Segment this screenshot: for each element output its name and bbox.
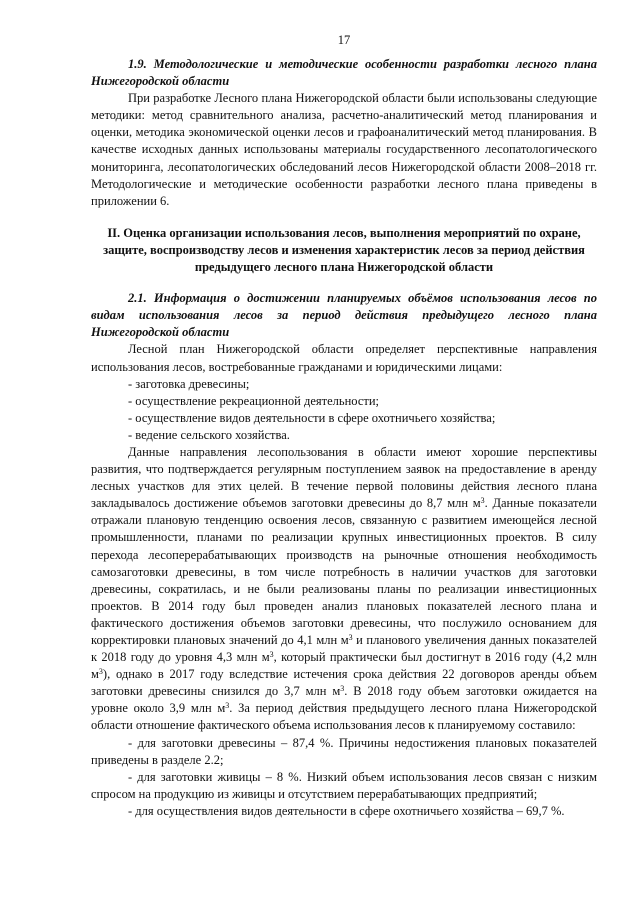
paragraph-text: и планового увеличения данных показателей к 2018 году до уровня 4,3 млн м (91, 633, 597, 665)
list-item: - осуществление видов деятельности в сфере охотничьего хозяйства; (128, 410, 496, 425)
paragraph-text: , который практически был достигнут в 2016 году (4,2 млн м (91, 650, 597, 682)
superscript: 3 (340, 684, 345, 694)
bullet-paragraph: - для заготовки живицы – 8 %. Низкий объем использования лесов связан с низким спросом на продукцию из живицы и отсутствием перерабатывающих предприятий; (91, 769, 597, 801)
superscript: 3 (348, 633, 353, 642)
paragraph-text: . Данные показатели отражали плановую тенденцию освоения лесов, связанную с развитием имеющейся лесной промышленности, планами по реализации крупных инвестиционных проектов. В силу перехода лесоперерабатывающих производств на рыночные отношения необходимость самозаготовки древесины, в том числе потребность в наличии участков для заготовки древесины, сократилась, и не были реализованы планы по реализации инвестиционных проектов. В 2014 году был проведен анализ плановых показателей лесного плана и фактического достижения объемов заготовки древесины, что послужило основанием для корректировки плановых значений до 4,1 млн м (91, 496, 597, 647)
list-item: - ведение сельского хозяйства. (128, 427, 290, 442)
superscript: 3 (480, 496, 485, 506)
superscript: 3 (269, 650, 274, 660)
paragraph-text: Данные направления лесопользования в области имеют хорошие перспективы развития, что подтверждается регулярным поступлением заявок на предоставление в аренду лесных участков для этих целей. В течение первой половины действия лесного плана закладывалось достижение объемов заготовки древесины до 8,7 млн м (91, 444, 597, 511)
superscript: 3 (98, 667, 103, 677)
section-2-1-intro: Лесной план Нижегородской области определяет перспективные направления использования лесов, востребованные гражданами и юридическими лицами: (91, 342, 597, 374)
list-item: - заготовка древесины; (128, 376, 250, 391)
spacer (91, 276, 597, 290)
bullet-paragraph: - для осуществления видов деятельности в сфере охотничьего хозяйства – 69,7 %. (128, 803, 565, 818)
section-1-9-heading: 1.9. Методологические и методические особенности разработки лесного плана Нижегородской области (91, 57, 597, 89)
list-item: - осуществление рекреационной деятельности; (128, 393, 380, 408)
paragraph-text: ), однако в 2017 году вследствие истечения срока действия 22 договоров аренды объем заготовки древесины снизился до 3,7 млн м (91, 667, 597, 699)
paragraph-text: . В 2018 году объем заготовки ожидается на уровне около 3,9 млн м (91, 684, 598, 716)
document-page (91, 32, 597, 820)
superscript: 3 (225, 701, 230, 711)
section-2-1-paragraph (91, 444, 597, 735)
bullet-paragraph: - для заготовки древесины – 87,4 %. Причины недостижения плановых показателей приведены в разделе 2.2; (91, 735, 597, 767)
section-2-1-heading: 2.1. Информация о достижении планируемых объёмов использования лесов по видам использования лесов за период действия предыдущего лесного плана Нижегородской области (91, 291, 597, 340)
paragraph-text: . За период действия предыдущего лесного плана Нижегородской области отношение фактического объема использования лесов к планируемому составило: (91, 701, 597, 733)
spacer (91, 210, 597, 225)
section-1-9-paragraph: При разработке Лесного плана Нижегородской области были использованы следующие методики: метод сравнительного анализа, расчетно-аналитический метод планирования и оценки, методика экономической оценки лесов и графоаналитический метод планирования. В качестве исходных данных использованы материалы государственного лесопатологического мониторинга, лесопатологических обследований лесов Нижегородской области 2008–2018 гг. Методологические и методические особенности разработки лесного плана приведены в приложении 6. (91, 91, 597, 208)
section-2-heading: II. Оценка организации использования лесов, выполнения мероприятий по охране, защите, воспроизводству лесов и изменения характеристик лесов за период действия предыдущего лесного плана Нижегородской области (103, 225, 585, 275)
page-number: 17 (337, 33, 351, 47)
